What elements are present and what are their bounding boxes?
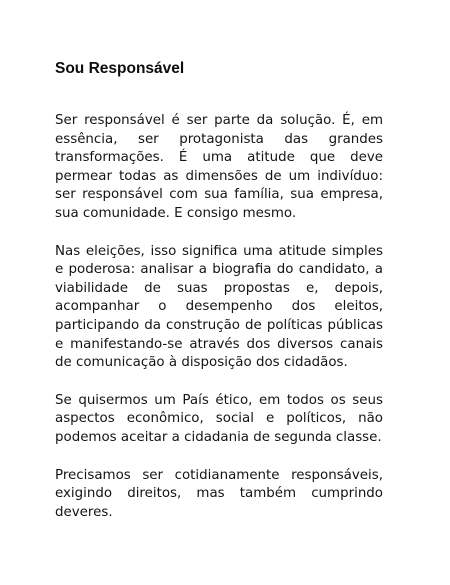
paragraph-elections: Nas eleições, isso significa uma atitude simples e poderosa: analisar a biografia do candidato, a viabilidade de suas propostas e, depois, acompanhar o desempenho dos eleitos, participando da construção de políticas públicas e manifestando-se através dos diversos canais de comunicação à disposição dos cidadãos.: [55, 243, 383, 371]
paragraph-duties: Precisamos ser cotidianamente responsáveis, exigindo direitos, mas também cumprindo deveres.: [55, 467, 383, 520]
document-page: [55, 59, 383, 522]
paragraph-ethical-country: Se quisermos um País ético, em todos os seus aspectos econômico, social e políticos, não podemos aceitar a cidadania de segunda classe.: [55, 392, 383, 445]
document-title: Sou Responsável: [55, 60, 185, 77]
paragraph-responsibility: Ser responsável é ser parte da solução. É, em essência, ser protagonista das grandes transformações. É uma atitude que deve permear todas as dimensões de um indivíduo: ser responsável com sua família, sua empresa, sua comunidade. E consigo mesmo.: [55, 113, 383, 221]
